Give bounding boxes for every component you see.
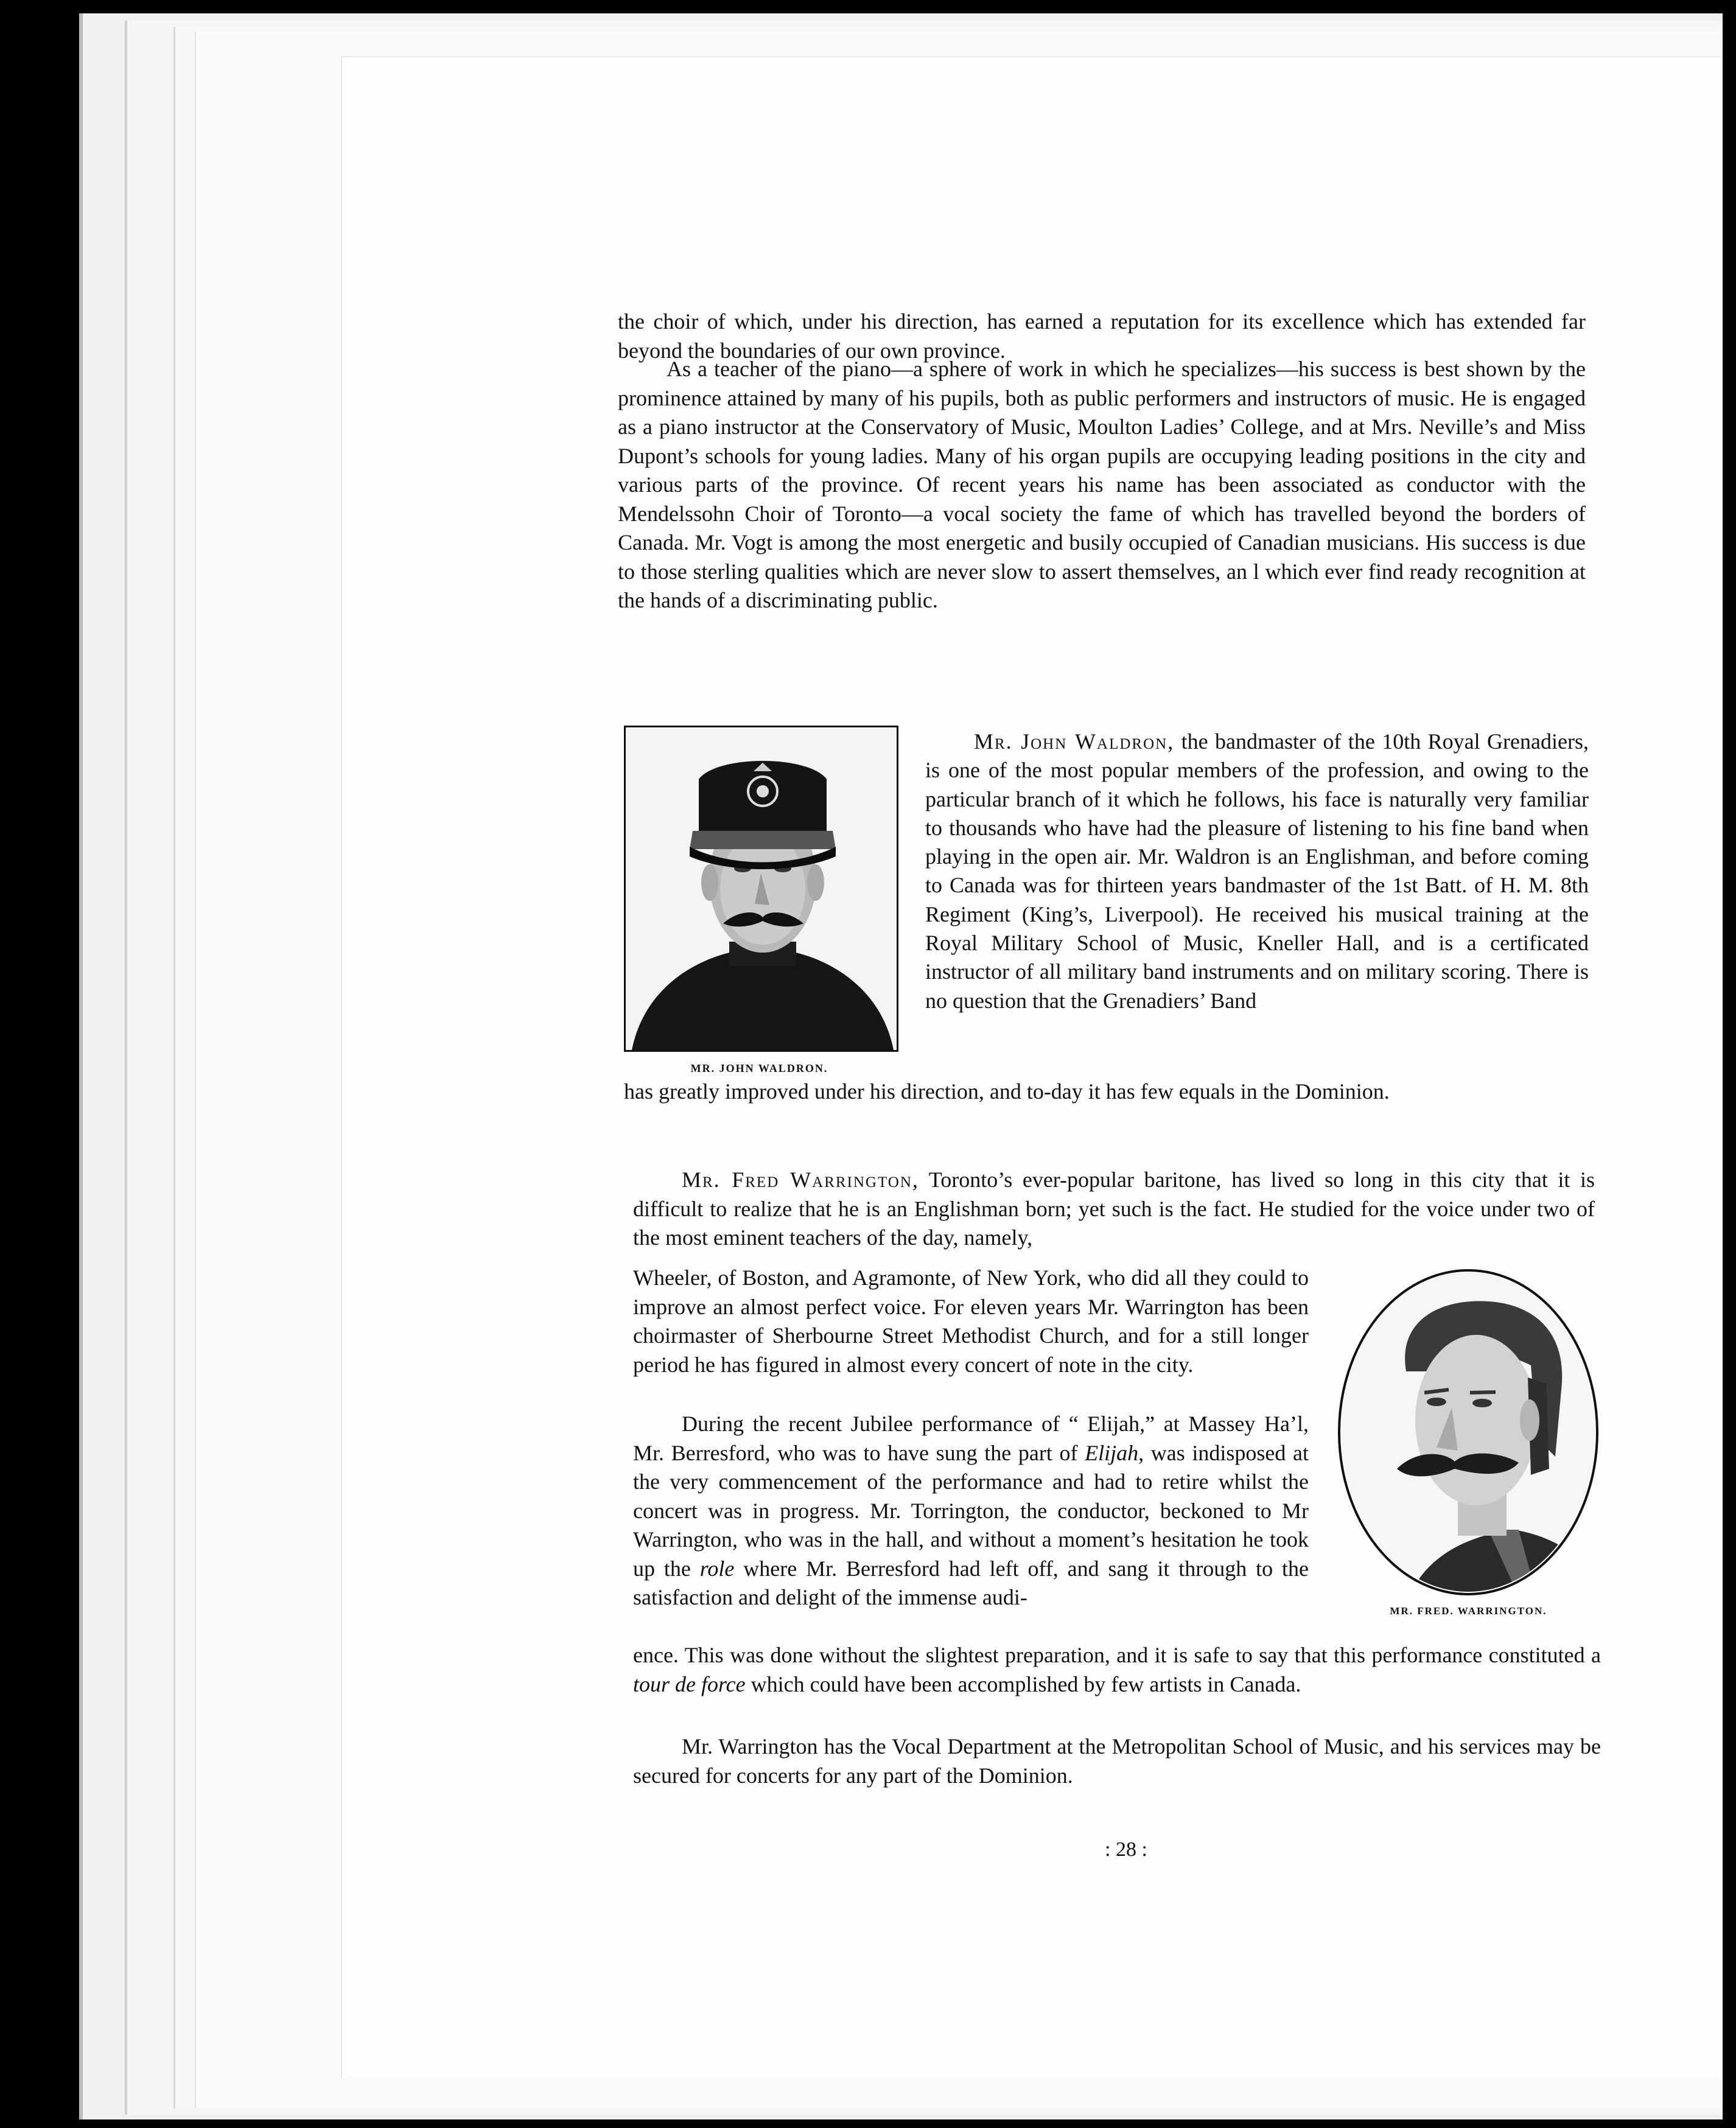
page-number: : 28 : [1105,1838,1147,1861]
waldron-name: Mr. John Waldron, [974,729,1175,754]
elijah-text-c: where Mr. Berresford had left off, and sang it through to the satisfaction and delight of the immense audi- [633,1556,1309,1609]
warrington-name: Mr. Fred Warrington, [682,1167,919,1192]
paragraph-warrington-intro [633,1166,1595,1253]
waldron-text: the bandmaster of the 10th Royal Grenadiers, is one of the most popular members of the profession, and owing to the particular branch of it which he follows, his face is naturally very familiar to thousands who have had the pleasure of listening to his fine band when playing in the open air. Mr. Waldron is an Englishman, and before coming to Canada was for thirteen years bandmaster of the 1st Batt. of H. M. 8th Regiment (King’s, Liverpool). He received his musical training at the Royal Military School of Music, Kneller Hall, and is a certificated instructor of all military band instruments and on military scoring. There is no question that the Grenadiers’ Band [925,729,1589,1013]
paragraph-warrington-col1: Wheeler, of Boston, and Agramonte, of New York, who did all they could to improve an almost perfect voice. For eleven years Mr. Warrington has been choirmaster of Sherbourne Street Methodist Church, and for a still longer period he has figured in almost every concert of note in the city. [633,1265,1309,1377]
paragraph-warrington-tail [633,1641,1601,1699]
paragraph-waldron [925,727,1589,1015]
tail-text-a: ence. This was done without the slightest preparation, and it is safe to say that this performance constituted a [633,1643,1601,1667]
warrington-portrait [1336,1268,1601,1597]
elijah-text-b: , was indisposed at the very commencement of the performance and had to retire whilst the concert was in progress. Mr. Torrington, the conductor, beckoned to Mr Warrington, who was in the hall, and without a moment’s hesitation he took up the [633,1440,1309,1581]
elijah-italic: Elijah [1085,1440,1139,1465]
paragraph-choir: the choir of which, under his direction, has earned a reputation for its excellence which has extended far beyond the boundaries of our own province. [618,309,1586,363]
waldron-portrait [624,726,898,1052]
tour-de-force-italic: tour de force [633,1671,746,1696]
waldron-caption: MR. JOHN WALDRON. [690,1062,828,1074]
scan-border [0,2119,1736,2128]
waldron-portrait-image [626,727,897,1050]
paragraph-waldron-tail: has greatly improved under his direction, and to-day it has few equals in the Dominion. [624,1079,1390,1104]
tail-text-b: which could have been accomplished by few artists in Canada. [745,1671,1301,1696]
paragraph-piano-teacher: As a teacher of the piano—a sphere of work in which he specializes—his success is best shown by the prominence attained by many of his pupils, both as public performers and instructors of music. He is engaged as a piano instructor at the Conservatory of Music, Moulton Ladies’ College, and at Mrs. Neville’s and Miss Dupont’s schools for young ladies. Many of his organ pupils are occupying leading positions in the city and various parts of the province. Of recent years his name has been associated as conductor with the Mendelssohn Choir of Toronto—a vocal society the fame of which has travelled beyond the borders of Canada. Mr. Vogt is among the most energetic and busily occupied of Canadian musicians. His success is due to those sterling qualities which are never slow to assert themselves, an l which ever find ready recognition at the hands of a discriminating public. [618,357,1586,612]
paragraph-warrington-elijah [633,1410,1309,1612]
warrington-intro-text: Toronto’s ever-popular baritone, has lived so long in this city that it is difficult to realize that he is an Englishman born; yet such is the fact. He studied for the voice under two of the most eminent teachers of the day, namely, [633,1167,1595,1250]
warrington-portrait-image [1336,1268,1601,1597]
warrington-caption: MR. FRED. WARRINGTON. [1390,1605,1547,1617]
role-italic: role [699,1556,735,1581]
paragraph-warrington-last: Mr. Warrington has the Vocal Department at the Metropolitan School of Music, and his services may be secured for concerts for any part of the Dominion. [633,1734,1601,1788]
elijah-text-a: During the recent Jubilee performance of “ Elijah,” at Massey Ha’l, Mr. Berresford, who was to have sung the part of [633,1412,1309,1465]
scan-border [1723,0,1736,2128]
